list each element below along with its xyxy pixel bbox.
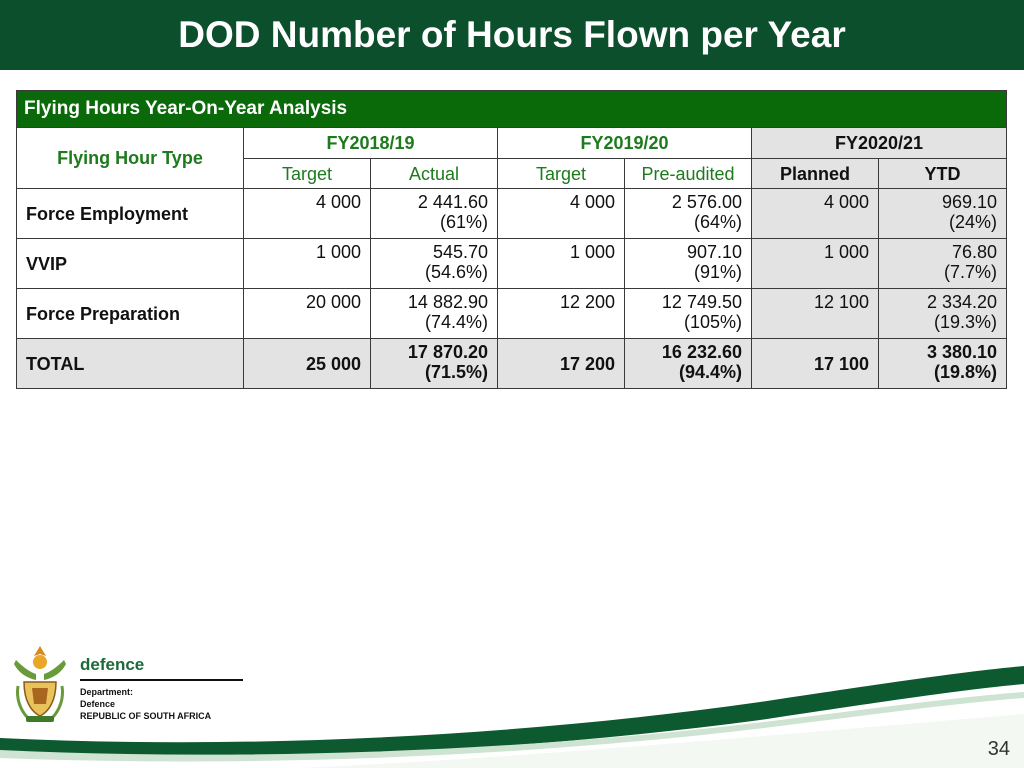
cell-target: 17 200 bbox=[498, 339, 625, 389]
cell-planned: 17 100 bbox=[752, 339, 879, 389]
cell-target: 25 000 bbox=[244, 339, 371, 389]
header-fy2019-20: FY2019/20 bbox=[498, 128, 752, 159]
brand-line-department: Department: bbox=[80, 687, 134, 697]
brand-line-defence: Defence bbox=[80, 699, 116, 709]
table-row bbox=[17, 239, 1007, 289]
cell-actual: 17 870.20 (71.5%) bbox=[371, 339, 498, 389]
row-label: Force Employment bbox=[17, 189, 244, 239]
cell-planned: 1 000 bbox=[752, 239, 879, 289]
brand-line-country: REPUBLIC OF SOUTH AFRICA bbox=[80, 711, 212, 721]
cell-ytd: 969.10 (24%) bbox=[879, 189, 1007, 239]
cell-target: 1 000 bbox=[498, 239, 625, 289]
table-row bbox=[17, 189, 1007, 239]
title-bar bbox=[0, 0, 1024, 70]
cell-actual: 545.70 (54.6%) bbox=[371, 239, 498, 289]
table-caption: Flying Hours Year-On-Year Analysis bbox=[17, 91, 1007, 128]
cell-planned: 12 100 bbox=[752, 289, 879, 339]
brand-divider bbox=[80, 679, 243, 681]
brand-name: defence bbox=[80, 655, 145, 674]
cell-ytd: 76.80 (7.7%) bbox=[879, 239, 1007, 289]
row-label: VVIP bbox=[17, 239, 244, 289]
cell-target: 1 000 bbox=[244, 239, 371, 289]
row-label-total: TOTAL bbox=[17, 339, 244, 389]
cell-pre-audited: 2 576.00 (64%) bbox=[625, 189, 752, 239]
cell-pre-audited: 16 232.60 (94.4%) bbox=[625, 339, 752, 389]
coat-of-arms-icon bbox=[10, 642, 70, 724]
cell-target: 12 200 bbox=[498, 289, 625, 339]
total-row bbox=[17, 339, 1007, 389]
cell-ytd: 2 334.20 (19.3%) bbox=[879, 289, 1007, 339]
cell-actual: 2 441.60 (61%) bbox=[371, 189, 498, 239]
table-row bbox=[17, 289, 1007, 339]
cell-target: 4 000 bbox=[244, 189, 371, 239]
subheader-target: Target bbox=[498, 159, 625, 189]
cell-target: 20 000 bbox=[244, 289, 371, 339]
cell-pre-audited: 907.10 (91%) bbox=[625, 239, 752, 289]
cell-target: 4 000 bbox=[498, 189, 625, 239]
cell-ytd: 3 380.10 (19.8%) bbox=[879, 339, 1007, 389]
subheader-ytd: YTD bbox=[879, 159, 1007, 189]
page-number: 34 bbox=[987, 738, 1010, 760]
row-label: Force Preparation bbox=[17, 289, 244, 339]
cell-pre-audited: 12 749.50 (105%) bbox=[625, 289, 752, 339]
subheader-planned: Planned bbox=[752, 159, 879, 189]
cell-planned: 4 000 bbox=[752, 189, 879, 239]
cell-actual: 14 882.90 (74.4%) bbox=[371, 289, 498, 339]
subheader-target: Target bbox=[244, 159, 371, 189]
slide-title: DOD Number of Hours Flown per Year bbox=[178, 14, 846, 55]
header-fy2018-19: FY2018/19 bbox=[244, 128, 498, 159]
header-flying-hour-type: Flying Hour Type bbox=[17, 128, 244, 189]
subheader-actual: Actual bbox=[371, 159, 498, 189]
header-fy2020-21: FY2020/21 bbox=[752, 128, 1007, 159]
flying-hours-table bbox=[16, 90, 1007, 389]
subheader-pre-audited: Pre-audited bbox=[625, 159, 752, 189]
defence-brand bbox=[80, 655, 243, 722]
